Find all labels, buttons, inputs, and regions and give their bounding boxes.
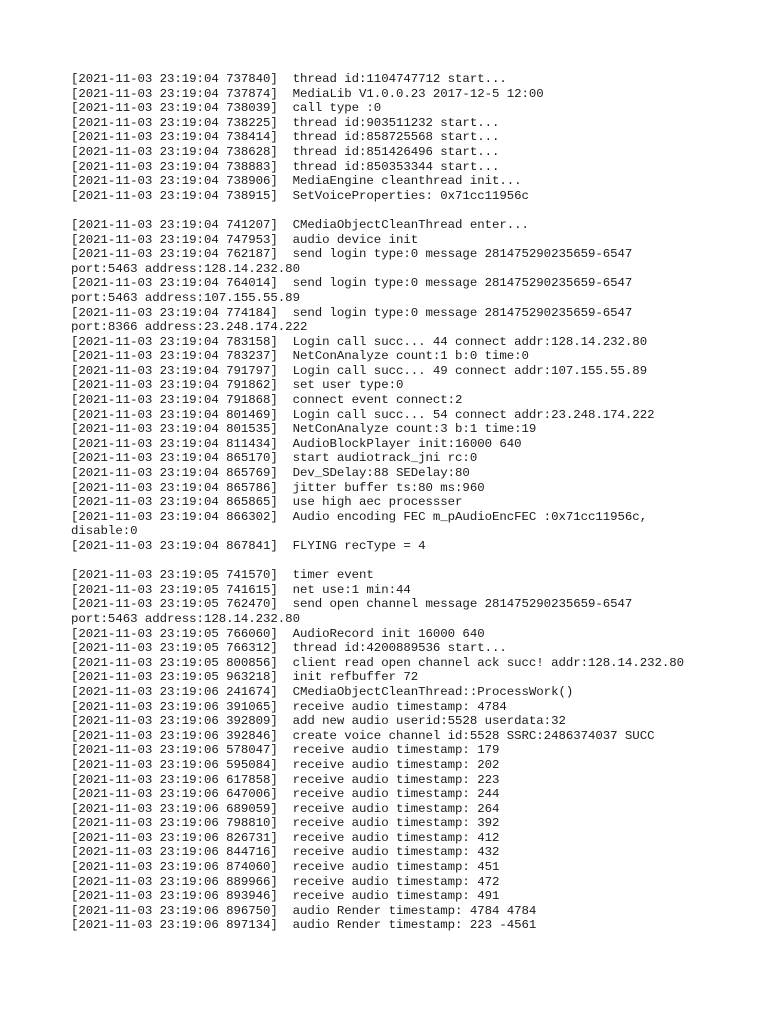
log-line: [2021-11-03 23:19:04 747953] audio device init bbox=[71, 232, 419, 247]
log-line: [2021-11-03 23:19:05 800856] client read open channel ack succ! addr:128.14.232.80 bbox=[71, 655, 685, 670]
log-line: [2021-11-03 23:19:06 826731] receive audio timestamp: 412 bbox=[71, 830, 500, 845]
log-line: [2021-11-03 23:19:04 865786] jitter buffer ts:80 ms:960 bbox=[71, 480, 485, 495]
log-line: [2021-11-03 23:19:06 896750] audio Render timestamp: 4784 4784 bbox=[71, 903, 537, 918]
log-line: [2021-11-03 23:19:04 738225] thread id:903511232 start... bbox=[71, 115, 500, 130]
log-line: [2021-11-03 23:19:06 392809] add new audio userid:5528 userdata:32 bbox=[71, 714, 566, 729]
log-line: [2021-11-03 23:19:06 874060] receive audio timestamp: 451 bbox=[71, 860, 500, 875]
log-line: [2021-11-03 23:19:05 766060] AudioRecord init 16000 640 bbox=[71, 626, 485, 641]
log-line: [2021-11-03 23:19:06 893946] receive audio timestamp: 491 bbox=[71, 889, 500, 904]
log-line: port:5463 address:128.14.232.80 bbox=[71, 611, 300, 626]
log-line: [2021-11-03 23:19:04 738906] MediaEngine cleanthread init... bbox=[71, 174, 522, 189]
log-line: [2021-11-03 23:19:04 762187] send login type:0 message 281475290235659-6547 bbox=[71, 247, 633, 262]
log-line: [2021-11-03 23:19:04 791868] connect event connect:2 bbox=[71, 393, 463, 408]
log-line: [2021-11-03 23:19:04 791862] set user type:0 bbox=[71, 378, 404, 393]
log-line: [2021-11-03 23:19:06 241674] CMediaObjectCleanThread::ProcessWork() bbox=[71, 684, 574, 699]
log-output bbox=[71, 72, 684, 933]
log-line: [2021-11-03 23:19:06 617858] receive audio timestamp: 223 bbox=[71, 772, 500, 787]
log-line: port:8366 address:23.248.174.222 bbox=[71, 320, 308, 335]
log-line: [2021-11-03 23:19:04 865865] use high aec processser bbox=[71, 495, 463, 510]
log-line: [2021-11-03 23:19:04 783158] Login call succ... 44 connect addr:128.14.232.80 bbox=[71, 334, 648, 349]
log-line: [2021-11-03 23:19:04 737874] MediaLib V1.0.0.23 2017-12-5 12:00 bbox=[71, 86, 544, 101]
log-line: [2021-11-03 23:19:06 647006] receive audio timestamp: 244 bbox=[71, 787, 500, 802]
log-line: [2021-11-03 23:19:05 766312] thread id:4200889536 start... bbox=[71, 641, 507, 656]
log-line: [2021-11-03 23:19:04 738414] thread id:858725568 start... bbox=[71, 130, 500, 145]
log-line: [2021-11-03 23:19:04 738628] thread id:851426496 start... bbox=[71, 144, 500, 159]
log-line: [2021-11-03 23:19:04 764014] send login type:0 message 281475290235659-6547 bbox=[71, 276, 633, 291]
log-line: [2021-11-03 23:19:04 791797] Login call succ... 49 connect addr:107.155.55.89 bbox=[71, 363, 648, 378]
log-line: [2021-11-03 23:19:04 865170] start audiotrack_jni rc:0 bbox=[71, 451, 478, 466]
log-line: [2021-11-03 23:19:04 801535] NetConAnalyze count:3 b:1 time:19 bbox=[71, 422, 537, 437]
log-line: [2021-11-03 23:19:04 741207] CMediaObjectCleanThread enter... bbox=[71, 217, 529, 232]
log-line: [2021-11-03 23:19:04 738915] SetVoiceProperties: 0x71cc11956c bbox=[71, 188, 529, 203]
log-line: [2021-11-03 23:19:06 844716] receive audio timestamp: 432 bbox=[71, 845, 500, 860]
blank-line bbox=[71, 554, 684, 569]
log-line: [2021-11-03 23:19:06 889966] receive audio timestamp: 472 bbox=[71, 874, 500, 889]
blank-line bbox=[71, 203, 684, 218]
log-line: [2021-11-03 23:19:06 595084] receive audio timestamp: 202 bbox=[71, 757, 500, 772]
log-line: [2021-11-03 23:19:04 801469] Login call succ... 54 connect addr:23.248.174.222 bbox=[71, 407, 655, 422]
log-line: [2021-11-03 23:19:06 798810] receive audio timestamp: 392 bbox=[71, 816, 500, 831]
log-line: [2021-11-03 23:19:06 391065] receive audio timestamp: 4784 bbox=[71, 699, 507, 714]
log-line: [2021-11-03 23:19:04 774184] send login type:0 message 281475290235659-6547 bbox=[71, 305, 633, 320]
log-line: [2021-11-03 23:19:04 867841] FLYING recType = 4 bbox=[71, 539, 426, 553]
log-line: [2021-11-03 23:19:04 738883] thread id:850353344 start... bbox=[71, 159, 500, 174]
log-line: [2021-11-03 23:19:04 738039] call type :0 bbox=[71, 101, 382, 116]
log-line: [2021-11-03 23:19:04 783237] NetConAnalyze count:1 b:0 time:0 bbox=[71, 349, 529, 364]
log-line: [2021-11-03 23:19:06 689059] receive audio timestamp: 264 bbox=[71, 801, 500, 816]
log-line: port:5463 address:107.155.55.89 bbox=[71, 290, 300, 305]
log-line: [2021-11-03 23:19:06 578047] receive audio timestamp: 179 bbox=[71, 743, 500, 758]
log-line: [2021-11-03 23:19:06 897134] audio Render timestamp: 223 -4561 bbox=[71, 918, 537, 933]
log-line: [2021-11-03 23:19:04 865769] Dev_SDelay:88 SEDelay:80 bbox=[71, 466, 470, 481]
log-line: [2021-11-03 23:19:05 762470] send open channel message 281475290235659-6547 bbox=[71, 597, 633, 612]
log-line: [2021-11-03 23:19:05 963218] init refbuffer 72 bbox=[71, 670, 419, 685]
log-line: [2021-11-03 23:19:04 737840] thread id:1104747712 start... bbox=[71, 72, 507, 86]
log-line: [2021-11-03 23:19:04 866302] Audio encoding FEC m_pAudioEncFEC :0x71cc11956c, bbox=[71, 509, 648, 524]
log-line: disable:0 bbox=[71, 524, 138, 539]
log-line: port:5463 address:128.14.232.80 bbox=[71, 261, 300, 276]
log-line: [2021-11-03 23:19:05 741570] timer event bbox=[71, 568, 374, 583]
log-line: [2021-11-03 23:19:06 392846] create voice channel id:5528 SSRC:2486374037 SUCC bbox=[71, 728, 655, 743]
log-line: [2021-11-03 23:19:05 741615] net use:1 min:44 bbox=[71, 582, 411, 597]
log-line: [2021-11-03 23:19:04 811434] AudioBlockPlayer init:16000 640 bbox=[71, 436, 522, 451]
